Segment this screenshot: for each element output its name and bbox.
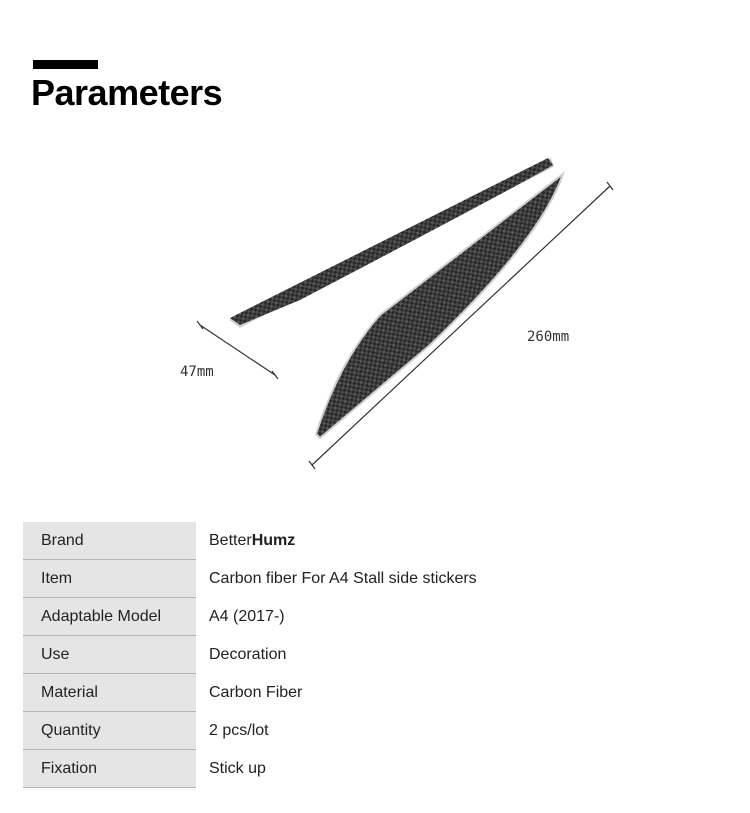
parameters-table xyxy=(23,522,723,788)
product-illustration xyxy=(0,140,750,490)
param-value: A4 (2017-) xyxy=(209,608,285,625)
dimension-length-label: 260mm xyxy=(527,329,570,345)
param-key: Adaptable Model xyxy=(41,608,162,625)
param-key: Brand xyxy=(41,532,84,549)
dimension-length xyxy=(309,182,613,469)
param-row-use xyxy=(23,636,723,674)
param-value: 2 pcs/lot xyxy=(209,722,269,739)
param-key: Use xyxy=(41,646,70,663)
param-row-brand xyxy=(23,522,723,560)
page-title: Parameters xyxy=(31,72,223,113)
param-value: BetterHumz xyxy=(209,532,296,549)
param-value: Decoration xyxy=(209,646,287,663)
param-key: Item xyxy=(41,570,73,587)
param-row-adaptable-model xyxy=(23,598,723,636)
param-value: Carbon Fiber xyxy=(209,684,303,701)
param-value: Carbon fiber For A4 Stall side stickers xyxy=(209,570,477,587)
param-row-material xyxy=(23,674,723,712)
param-value: Stick up xyxy=(209,760,266,777)
param-key: Fixation xyxy=(41,760,98,777)
title-accent-bar xyxy=(33,60,98,69)
param-row-quantity xyxy=(23,712,723,750)
param-key: Material xyxy=(41,684,98,701)
param-row-item xyxy=(23,560,723,598)
dimension-height-label: 47mm xyxy=(180,364,214,380)
param-row-fixation xyxy=(23,750,723,788)
param-key: Quantity xyxy=(41,722,101,739)
